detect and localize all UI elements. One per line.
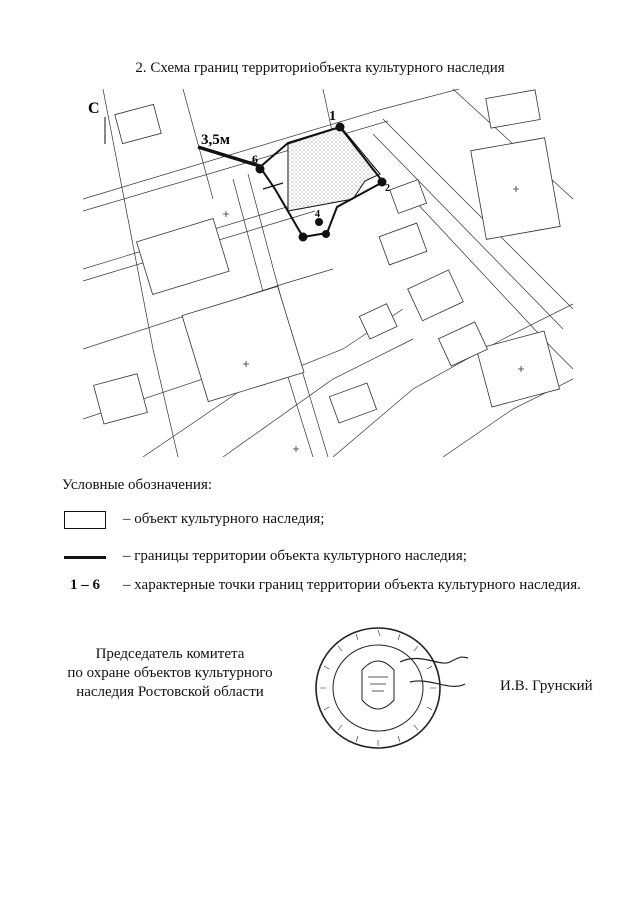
document-title: 2. Схема границ территориiобъекта культурного наследия: [135, 60, 505, 76]
legend-heading: Условные обозначения:: [62, 477, 213, 493]
distance-label: 3,5м: [201, 132, 230, 148]
point-label: 4: [315, 209, 320, 220]
legend-text: – характерные точки границ территории объекта культурного наследия.: [123, 577, 581, 593]
position-line: Председатель комитета: [95, 646, 245, 662]
legend-item-heritage-object: [0, 509, 640, 531]
position-line: наследия Ростовской области: [76, 684, 264, 700]
legend-item-territory-boundary: [0, 546, 640, 568]
legend-text: – границы территории объекта культурного наследия;: [123, 548, 467, 564]
point-label: 2: [385, 183, 390, 194]
point-label: 1: [329, 109, 336, 124]
legend-text: – объект культурного наследия;: [123, 511, 325, 527]
signatory-name: И.В. Грунский: [500, 678, 593, 694]
legend-line-symbol: [64, 556, 106, 559]
legend-number-symbol: 1 – 6: [70, 577, 100, 593]
north-arrow-label: С: [88, 100, 100, 117]
official-seal: [300, 622, 470, 752]
legend-item-characteristic-points: [0, 575, 640, 597]
boundary-scheme-map: [83, 89, 573, 457]
point-label: 6: [252, 152, 258, 166]
legend-box-symbol: [64, 511, 106, 529]
position-line: по охране объектов культурного: [67, 665, 273, 681]
signatory-position: [60, 645, 280, 702]
